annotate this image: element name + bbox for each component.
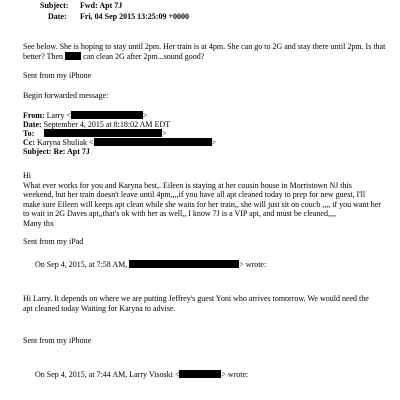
quote-prefix: On Sep 4, 2015, at 7:58 AM, — [35, 260, 128, 269]
body-line: weekend, but her train doesn't leave until 4pm,,,,if you have all apt cleaned today to prep for new guest, I'll — [23, 190, 366, 200]
body-line: to wait in 2G Daves apt,,that's ok with her as well,, I know 7J is a VIP apt, and must be cleaned,,,, — [23, 209, 336, 219]
signature-iphone-2: Sent from my iPhone — [23, 336, 92, 345]
body-line: Hi — [23, 171, 31, 180]
quote-suffix: > wrote: — [239, 260, 267, 269]
fwd-cc-value: Karyna Shuliak < — [37, 138, 94, 147]
fwd-from — [23, 111, 147, 120]
quote-header-1 — [35, 260, 266, 269]
body-line: apt cleaned today Waiting for Karyna to advise. — [23, 303, 176, 313]
redaction-box — [129, 260, 239, 268]
subject-label: Subject: — [40, 1, 69, 10]
body-line — [23, 52, 393, 62]
signature-ipad: Sent from my iPad — [23, 237, 84, 246]
quote-suffix: > wrote: — [221, 370, 249, 379]
body-line: What ever works for you and Karyna best,. Eileen is staying at her cousin house in Morristown NJ this — [23, 180, 352, 190]
body-line: See below. She is hoping to stay until 2pm. Her train is at 4pm. She can go to 2G and stay there until 2pm. Is that — [23, 42, 386, 51]
signature-iphone: Sent from my iPhone — [23, 71, 92, 80]
subject-value: Fwd: Apt 7J — [80, 1, 123, 10]
fwd-cc-end: > — [211, 138, 217, 147]
fwd-subject — [23, 147, 90, 156]
fwd-date — [23, 120, 170, 129]
fwd-to-label: To: — [23, 129, 35, 138]
fwd-subject-label: Subject: — [23, 147, 52, 156]
message-body-1 — [23, 42, 393, 61]
fwd-to — [23, 129, 167, 138]
fwd-subject-value: Re: Apt 7J — [53, 147, 90, 156]
quote-prefix: On Sep 4, 2015, at 7:44 AM, Larry Visoski < — [35, 370, 180, 379]
redaction-box — [65, 52, 81, 60]
date-value: Fri, 04 Sep 2015 13:25:09 +0000 — [80, 12, 189, 21]
quote-header-2 — [35, 370, 248, 379]
fwd-from-end: > — [142, 111, 148, 120]
redaction-box — [94, 138, 212, 146]
body-text: better? Then — [23, 51, 64, 61]
forward-header: Begin forwarded message: — [23, 91, 109, 100]
body-line: make sure Eileen will keeps apt clean while she waits for her train,, she will just sit on couch ,,,, if you want her — [23, 199, 381, 209]
message-body-2 — [23, 171, 393, 229]
fwd-from-value: Larry < — [46, 111, 71, 120]
fwd-from-label: From: — [23, 111, 45, 120]
redaction-box — [179, 370, 221, 378]
fwd-to-end: > — [162, 129, 167, 138]
date-label: Date: — [48, 12, 67, 21]
fwd-date-value: September 4, 2015 at 8:18:02 AM EDT — [43, 120, 171, 129]
redaction-box — [44, 129, 162, 137]
body-line: Many thx — [23, 218, 54, 228]
fwd-cc-label: Cc: — [23, 138, 35, 147]
fwd-cc — [23, 138, 216, 147]
body-text: can clean 2G after 2pm...sound good? — [83, 51, 205, 61]
body-line: Hi Larry. It depends on where we are putting Jeffrey's guest Yoni who arrives tomorrow. We would need the — [23, 294, 369, 303]
redaction-box — [71, 111, 143, 119]
message-body-3 — [23, 294, 393, 313]
fwd-date-label: Date: — [23, 120, 42, 129]
